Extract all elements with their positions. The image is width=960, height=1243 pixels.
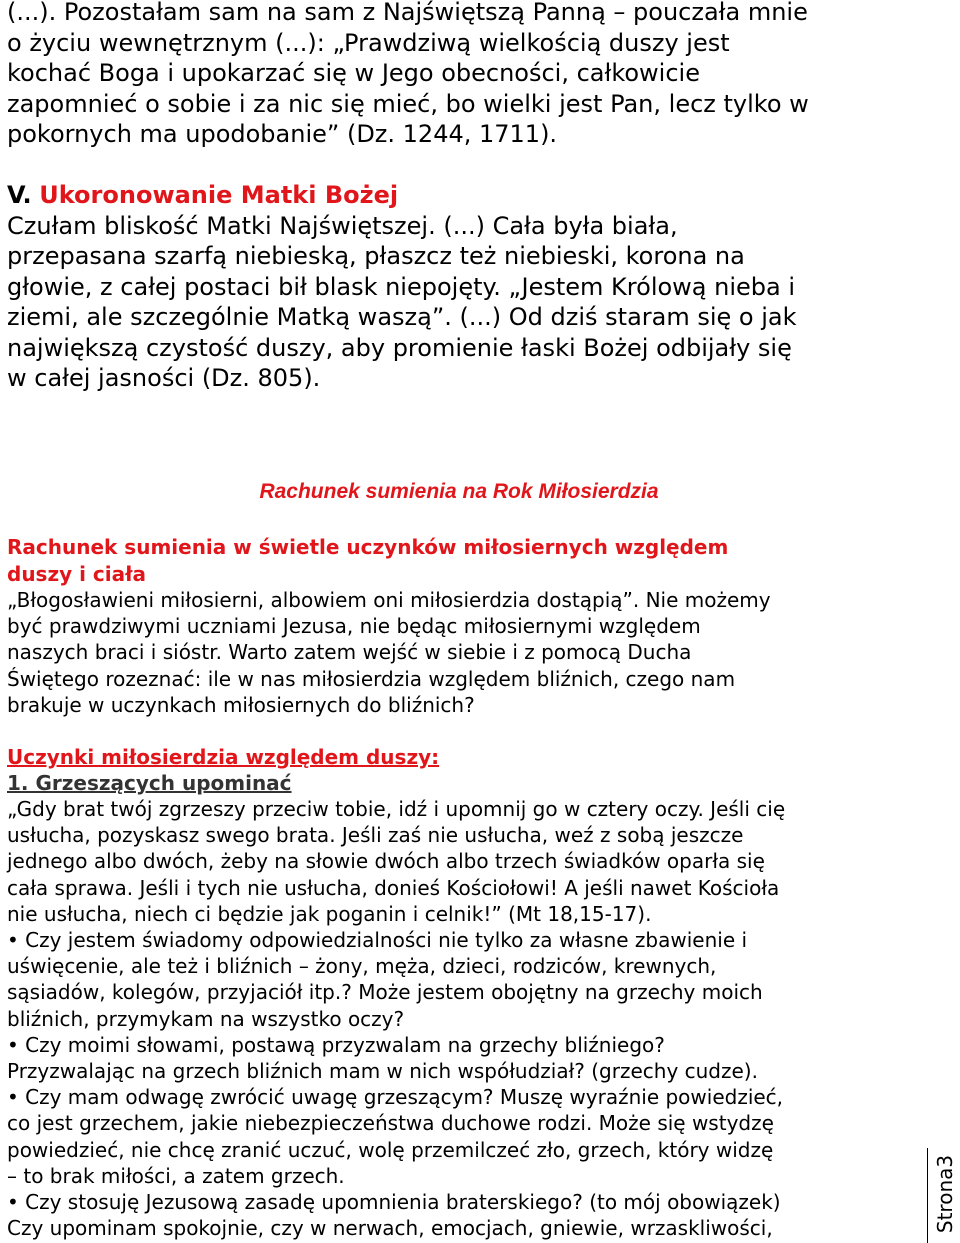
text-line: Przyzwalając na grzech bliźnich mam w nich współudział? (grzechy cudze). xyxy=(7,1059,758,1084)
text-line: co jest grzechem, jakie niebezpieczeństwa duchowe rodzi. Może się wstydzę xyxy=(7,1111,774,1136)
item-1-body xyxy=(7,796,922,1241)
page-divider xyxy=(927,1148,928,1243)
section-v xyxy=(7,180,922,394)
page-number xyxy=(932,1150,958,1238)
text-line: „Gdy brat twój zgrzeszy przeciw tobie, idź i upomnij go w cztery oczy. Jeśli cię xyxy=(7,797,786,821)
text-line: pokornych ma upodobanie” (Dz. 1244, 1711). xyxy=(7,120,558,148)
exam-intro xyxy=(7,587,922,718)
section-numeral: V. xyxy=(7,181,32,209)
exam-heading xyxy=(7,534,922,587)
text-line: Czułam bliskość Matki Najświętszej. (...) Cała była biała, xyxy=(7,211,678,240)
text-line: jednego albo dwóch, żeby na słowie dwóch albo trzech świadków oparła się xyxy=(7,849,765,874)
text-line: największą czystość duszy, aby promienie łaski Bożej odbijały się xyxy=(7,333,792,362)
text-line: naszych braci i sióstr. Warto zatem wejść w siebie i z pomocą Ducha xyxy=(7,640,692,665)
text-line: kochać Boga i upokarzać się w Jego obecności, całkowicie xyxy=(7,59,700,87)
text-line: głowie, z całej postaci bił blask niepojęty. „Jestem Królową nieba i xyxy=(7,272,796,301)
bullet-line: • Czy stosuję Jezusową zasadę upomnienia braterskiego? (to mój obowiązek) xyxy=(7,1190,781,1215)
document-title: Rachunek sumienia na Rok Miłosierdzia xyxy=(259,480,659,503)
text-line: sąsiadów, kolegów, przyjaciół itp.? Może jestem obojętny na grzechy moich xyxy=(7,980,763,1005)
text-line: bliźnich, przymykam na wszystko oczy? xyxy=(7,1006,405,1031)
text-line: cała sprawa. Jeśli i tych nie usłucha, donieś Kościołowi! A jeśli nawet Kościoła xyxy=(7,875,780,900)
heading-line: duszy i ciała xyxy=(7,561,147,586)
text-line: przepasana szarfą niebieską, płaszcz też niebieski, korona na xyxy=(7,242,745,270)
heading-line: Rachunek sumienia w świetle uczynków miłosiernych względem xyxy=(7,535,729,559)
text-line: „Błogosławieni miłosierni, albowiem oni miłosierdzia dostąpią”. Nie możemy xyxy=(7,588,771,612)
text-line: (...). Pozostałam sam na sam z Najświętszą Panną – pouczała mnie xyxy=(7,0,808,26)
text-line: Czy upominam spokojnie, czy w nerwach, emocjach, gniewie, wrzaskliwości, xyxy=(7,1216,773,1241)
text-line: brakuje w uczynkach miłosiernych do bliźnich? xyxy=(7,692,475,717)
text-line: Świętego rozeznać: ile w nas miłosierdzia względem bliźnich, czego nam xyxy=(7,666,736,691)
text-line: zapomnieć o sobie i za nic się mieć, bo wielki jest Pan, lecz tylko w xyxy=(7,89,809,118)
text-line: usłucha, pozyskasz swego brata. Jeśli zaś nie usłucha, weź z sobą jeszcze xyxy=(7,823,744,848)
item-1-heading: 1. Grzeszących upominać xyxy=(7,771,292,795)
text-line: w całej jasności (Dz. 805). xyxy=(7,364,321,392)
text-line: – to brak miłości, a zatem grzech. xyxy=(7,1163,345,1188)
text-line: uświęcenie, ale też i bliźnich – żony, męża, dzieci, rodziców, krewnych, xyxy=(7,954,717,979)
bullet-line: • Czy jestem świadomy odpowiedzialności nie tylko za własne zbawienie i xyxy=(7,928,748,953)
section-title: Ukoronowanie Matki Bożej xyxy=(39,181,399,209)
page-number-label: Strona3 xyxy=(933,1154,957,1234)
bullet-line: • Czy moimi słowami, postawą przyzwalam na grzechy bliźniego? xyxy=(7,1032,665,1057)
text-line: powiedzieć, nie chcę zranić uczuć, wolę przemilczeć zło, grzech, który widzę xyxy=(7,1137,774,1162)
text-line: o życiu wewnętrznym (...): „Prawdziwą wielkością duszy jest xyxy=(7,28,730,57)
text-line: ziemi, ale szczególnie Matką waszą”. (...) Od dziś staram się o jak xyxy=(7,303,797,331)
text-line: być prawdziwymi uczniami Jezusa, nie będąc miłosiernymi względem xyxy=(7,614,701,639)
bullet-line: • Czy mam odwagę zwrócić uwagę grzeszącym? Muszę wyraźnie powiedzieć, xyxy=(7,1085,784,1110)
section-v-heading xyxy=(7,180,922,211)
intro-paragraph xyxy=(7,0,922,150)
text-line: nie usłucha, niech ci będzie jak poganin i celnik!” (Mt 18,15-17). xyxy=(7,901,652,926)
works-heading: Uczynki miłosierdzia względem duszy: xyxy=(7,745,440,769)
